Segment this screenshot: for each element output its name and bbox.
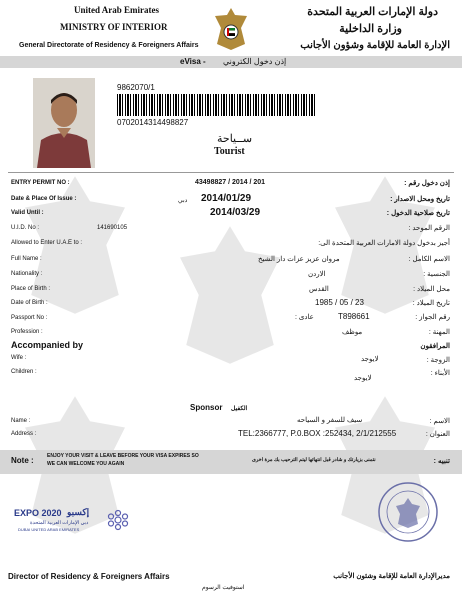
sponsor-address-label: Address : <box>11 431 37 437</box>
directorate-stamp-icon <box>376 480 440 544</box>
sponsor-title-ar: الكفيل <box>231 406 248 412</box>
fullname-value: مروان عزيز عزات دار الشيخ <box>258 256 340 263</box>
expo-emblem-icon <box>106 508 130 532</box>
nationality-label-ar: الجنسية : <box>423 271 450 278</box>
fullname-label-ar: الاسم الكامل : <box>408 256 450 263</box>
entry-permit-value: 43498827 / 2014 / 201 <box>195 179 266 186</box>
children-label: Children : <box>11 369 37 375</box>
date-of-birth-value: 1985 / 05 / 23 <box>315 298 364 307</box>
visa-type-ar: ســياحة <box>217 133 253 145</box>
date-of-birth-label: Date of Birth : <box>11 300 48 306</box>
profession-label-ar: المهنة : <box>428 329 450 336</box>
profession-value: موظف <box>342 329 363 336</box>
expo-2020-text: EXPO 2020 <box>14 508 62 518</box>
divider-top <box>8 172 454 173</box>
sponsor-name-label: Name : <box>11 418 31 424</box>
uid-label: U.I.D. No : <box>11 225 40 231</box>
passport-label-ar: رقم الجواز : <box>415 314 450 321</box>
profession-label: Profession : <box>11 329 43 335</box>
evisa-title-en: eVisa - <box>180 57 206 66</box>
passport-label: Passport No : <box>11 315 48 321</box>
wife-label: Wife : <box>11 355 27 361</box>
header-directorate-ar: الإدارة العامة للإقامة وشؤون الأجانب <box>300 40 450 51</box>
visa-type-en: Tourist <box>214 146 245 157</box>
valid-until-label: Valid Until : <box>11 210 44 216</box>
header-directorate-en: General Directorate of Residency & Foreigners Affairs <box>19 42 199 49</box>
header-ministry-ar: وزارة الداخلية <box>339 23 402 35</box>
children-label-ar: الأبناء : <box>430 370 450 377</box>
children-value: لايوجد <box>354 375 372 382</box>
entry-permit-label: ENTRY PERMIT NO : <box>11 180 70 186</box>
entry-permit-label-ar: إذن دخول رقم : <box>404 180 450 187</box>
expo-tagline-en: DUBAI UNITED ARAB EMIRATES <box>18 527 80 532</box>
place-of-birth-label-ar: محل الميلاد : <box>413 286 450 293</box>
barcode-number: 0702014314498827 <box>117 118 189 127</box>
wife-value: لايوجد <box>361 356 379 363</box>
header-country-en: United Arab Emirates <box>74 5 159 15</box>
date-of-birth-label-ar: تاريخ الميلاد : <box>412 300 450 307</box>
document-number: 9862070/1 <box>117 83 155 92</box>
note-label-ar: تنبيه : <box>433 458 450 465</box>
barcode <box>117 94 317 116</box>
sponsor-name-label-ar: الاسم : <box>429 418 450 425</box>
place-of-birth-label: Place of Birth : <box>11 286 51 292</box>
director-title-ar: مديرالإدارة العامة للإقامة وشئون الأجانب <box>333 573 450 580</box>
allowed-label: Allowed to Enter U.A.E to : <box>11 240 83 246</box>
emblem-watermark-center <box>165 220 295 370</box>
sponsor-name-value: سيف للسفر و السياحه <box>297 417 363 424</box>
header-ministry-en: MINISTRY OF INTERIOR <box>60 22 168 32</box>
expo-tagline-ar: دبي الإمارات العربية المتحدة <box>30 520 89 526</box>
issue-label: Date & Place Of Issue : <box>11 196 77 202</box>
issue-label-ar: تاريخ ومحل الاصدار : <box>390 196 450 203</box>
note-text-line2: WE CAN WELCOME YOU AGAIN <box>47 461 125 467</box>
valid-until-label-ar: تاريخ صلاحية الدخول : <box>386 210 450 217</box>
nationality-value: الاردن <box>308 271 326 278</box>
uid-value: 141690105 <box>97 225 128 231</box>
sponsor-address-label-ar: العنوان : <box>425 431 450 438</box>
note-text-ar: نتمنى بزيارتك و شادر قبل انتهائها ليتم الترحيب بك مرة اخرى <box>252 457 376 463</box>
note-text-line1: ENJOY YOUR VISIT & LEAVE BEFORE YOUR VISA EXPIRES SO <box>47 453 199 459</box>
fees-paid-ar: استوفيت الرسوم <box>202 585 245 591</box>
note-label: Note : <box>11 456 34 465</box>
passport-value: T898661 <box>338 312 370 321</box>
evisa-title-ar: إذن دخول الكتروني <box>223 57 287 66</box>
expo-2020-text-ar: إكسبو <box>67 507 90 517</box>
nationality-label: Nationality : <box>11 271 43 277</box>
wife-label-ar: الزوجة : <box>426 357 450 364</box>
sponsor-title: Sponsor <box>190 403 223 412</box>
accompanied-label-ar: المرافقون <box>420 343 450 350</box>
allowed-label-ar: أجيز بدخول دولة الامارات العربية المتحدة الى: <box>318 240 450 247</box>
fullname-label: Full Name : <box>11 256 42 262</box>
holder-photo <box>33 78 95 168</box>
place-of-birth-value: القدس <box>309 286 329 293</box>
uid-label-ar: الرقم الموحد : <box>408 225 450 232</box>
passport-type: عادى : <box>295 314 314 321</box>
issue-date: 2014/01/29 <box>201 193 252 204</box>
header-country-ar: دولة الإمارات العربية المتحدة <box>307 6 438 18</box>
director-title-en: Director of Residency & Foreigners Affairs <box>8 572 170 581</box>
issue-place-ar: دبي <box>178 198 188 204</box>
sponsor-address-value: TEL:2366777, P.0.BOX :252434, 2/1/212555 <box>238 429 397 438</box>
valid-until-date: 2014/03/29 <box>210 207 261 218</box>
accompanied-label: Accompanied by <box>11 340 84 350</box>
uae-emblem-icon <box>211 6 251 52</box>
